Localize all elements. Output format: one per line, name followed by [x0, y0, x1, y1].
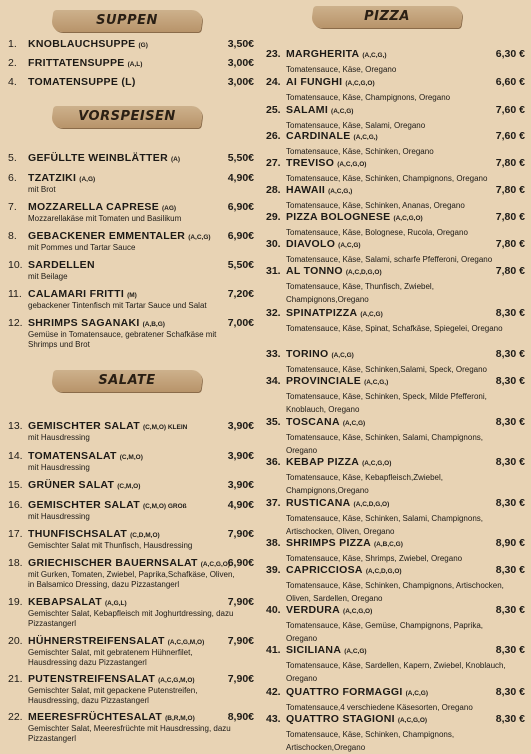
item-name: GRIECHISCHER BAUERNSALAT (A,C,G,O) — [28, 557, 231, 569]
item-name: PIZZA BOLOGNESE (A,C,G,O) — [286, 211, 423, 223]
item-name: GEMISCHTER SALAT (C,M,O) GROß — [28, 499, 187, 511]
item-allergen-codes: (A,C,G,O) — [337, 161, 367, 168]
item-description: Tomatensauce, Käse, Schinken, Oregano — [286, 147, 434, 156]
item-price: 3,90€ — [227, 420, 254, 432]
item-allergen-codes: (C,D,M,O) — [130, 532, 160, 539]
item-price: 3,00€ — [227, 57, 254, 69]
section-banner-salate — [50, 370, 203, 392]
item-name: GEFÜLLTE WEINBLÄTTER (A) — [28, 152, 180, 164]
item-name: FRITTATENSUPPE (A,L) — [28, 57, 143, 69]
item-price: 8,30 € — [495, 644, 525, 656]
item-description: Tomatensauce, Käse, Schinken, Champignons, Oregano — [286, 174, 488, 183]
item-allergen-codes: (A,C,G,O) — [397, 717, 428, 724]
item-name: CAPRICCIOSA (A,C,D,G,O) — [286, 564, 402, 576]
item-allergen-codes: (A,C,G,O) — [362, 460, 392, 467]
item-allergen-codes: (C,M,O) — [119, 454, 143, 461]
item-allergen-codes: (A,C,G,O) — [200, 561, 231, 568]
item-description: Gemischter Salat, mit gepackene Putenstreifen, Hausdressing, dazu Pizzastangerl — [28, 686, 198, 705]
item-allergen-codes: (A,C,D,G,O) — [345, 269, 382, 276]
item-description: Tomatensauce, Käse, Champignons, Oregano — [286, 93, 451, 102]
item-price: 6,30 € — [495, 48, 525, 60]
item-number: 35. — [266, 416, 281, 428]
section-banner-vorspeisen — [50, 106, 203, 128]
item-price: 4,90€ — [227, 172, 254, 184]
item-description: Tomatensauce, Käse, Schinken, Champignons, Artischocken,Oregano — [286, 730, 455, 752]
item-description: mit Beilage — [28, 272, 68, 281]
item-number: 10. — [8, 259, 23, 271]
item-number: 17. — [8, 528, 23, 540]
item-allergen-codes: (A,C,G) — [338, 242, 361, 249]
item-description: Gemüse in Tomatensauce, gebratener Schafkäse mit Shrimps und Brot — [28, 330, 217, 349]
item-price: 8,90 € — [495, 537, 525, 549]
item-allergen-codes: (A,C,G) — [331, 352, 354, 359]
item-description: Tomatensauce, Käse, Gemüse, Champignons, Paprika, Oregano — [286, 621, 483, 643]
item-number: 7. — [8, 201, 17, 213]
item-name: RUSTICANA (A,C,D,G,O) — [286, 497, 390, 509]
item-name: TORINO (A,C,G) — [286, 348, 354, 360]
item-allergen-codes: (A,L) — [127, 61, 143, 68]
item-number: 21. — [8, 673, 23, 685]
item-description: Tomatensauce, Käse, Schinken, Speck, Milde Pfefferoni, Knoblauch, Oregano — [286, 392, 487, 414]
item-description: Gemischter Salat, Kebapfleisch mit Joghurtdressing, dazu Pizzastangerl — [28, 609, 234, 628]
item-price: 6,90€ — [227, 230, 254, 242]
item-number: 29. — [266, 211, 281, 223]
item-number: 20. — [8, 635, 23, 647]
item-allergen-codes: (A,G) — [79, 176, 96, 183]
item-number: 14. — [8, 450, 23, 462]
item-price: 3,90€ — [227, 479, 254, 491]
item-price: 4,90€ — [227, 499, 254, 511]
item-name: QUATTRO STAGIONI (A,C,G,O) — [286, 713, 428, 725]
item-name: AI FUNGHI (A,C,G,O) — [286, 76, 375, 88]
item-name: HÜHNERSTREIFENSALAT (A,C,G,M,O) — [28, 635, 205, 647]
item-name: TOSCANA (A,C,G) — [286, 416, 366, 428]
item-name: GRÜNER SALAT (C,M,O) — [28, 479, 141, 491]
item-number: 4. — [8, 76, 17, 88]
item-description: gebackener Tintenfisch mit Tartar Sauce und Salat — [28, 301, 207, 310]
item-price: 8,30 € — [495, 307, 525, 319]
item-number: 16. — [8, 499, 23, 511]
item-price: 3,00€ — [227, 76, 254, 88]
item-description: mit Gurken, Tomaten, Zwiebel, Paprika,Schafkäse, Oliven, in Balsamico Dressing, dazu Pizzastangerl — [28, 570, 235, 589]
item-price: 8,30 € — [495, 497, 525, 509]
item-number: 26. — [266, 130, 281, 142]
item-allergen-codes: (G) — [138, 42, 148, 49]
item-description: Tomatensauce, Käse, Sardellen, Kapern, Zwiebel, Knoblauch, Oregano — [286, 661, 506, 683]
item-price: 7,80 € — [495, 238, 525, 250]
item-number: 12. — [8, 317, 23, 329]
item-name: CALAMARI FRITTI (M) — [28, 288, 137, 300]
item-name: DIAVOLO (A,C,G) — [286, 238, 361, 250]
section-banner-pizza — [310, 6, 463, 28]
item-name: SALAMI (A,C,G) — [286, 104, 354, 116]
item-number: 6. — [8, 172, 17, 184]
item-price: 8,30 € — [495, 713, 525, 725]
item-number: 39. — [266, 564, 281, 576]
item-name: SARDELLEN — [28, 259, 95, 271]
item-allergen-codes: (A,C,G,O) — [393, 215, 423, 222]
item-allergen-codes: (A,C,G) — [405, 690, 428, 697]
item-price: 7,80 € — [495, 211, 525, 223]
item-name: HAWAII (A,C,G,) — [286, 184, 353, 196]
item-description: Mozzarellakäse mit Tomaten und Basilikum — [28, 214, 182, 223]
item-name: PROVINCIALE (A,C,G,) — [286, 375, 389, 387]
item-number: 43. — [266, 713, 281, 725]
item-allergen-codes: (A,C,G,) — [328, 188, 353, 195]
item-number: 22. — [8, 711, 23, 723]
item-price: 7,90€ — [227, 528, 254, 540]
item-description: Tomatensauce, Käse, Schinken,Salami, Speck, Oregano — [286, 365, 487, 374]
item-number: 18. — [8, 557, 23, 569]
item-description: Tomatensauce, Käse, Schinken, Champignons, Artischocken, Oliven, Sardellen, Oregano — [286, 581, 504, 603]
item-number: 5. — [8, 152, 17, 164]
item-price: 7,90€ — [227, 635, 254, 647]
item-description: Gemischter Salat mit Thunfisch, Hausdressing — [28, 541, 193, 550]
item-name: MEERESFRÜCHTESALAT (B,R,M,O) — [28, 711, 195, 723]
item-number: 28. — [266, 184, 281, 196]
section-title-suppen: SUPPEN — [96, 13, 158, 28]
item-allergen-codes: (A,C,D,G,O) — [365, 568, 402, 575]
item-description: Tomatensauce, Käse, Thunfisch, Zwiebel, Champignons,Oregano — [286, 282, 434, 304]
item-allergen-codes: (A,B,G) — [142, 321, 165, 328]
item-number: 30. — [266, 238, 281, 250]
section-title-vorspeisen: VORSPEISEN — [78, 109, 176, 124]
item-allergen-codes: (A,C,G,O) — [343, 608, 373, 615]
item-description: Tomatensauce, Käse, Spinat, Schafkäse, Spiegelei, Oregano — [286, 324, 503, 333]
item-name: SICILIANA (A,C,G) — [286, 644, 367, 656]
item-description: Gemischter Salat, mit gebratenem Hühnerfilet, Hausdressing dazu Pizzastangerl — [28, 648, 193, 667]
item-name: THUNFISCHSALAT (C,D,M,O) — [28, 528, 160, 540]
item-description: Tomatensauce, Käse, Schinken, Ananas, Oregano — [286, 201, 465, 210]
item-name: GEMISCHTER SALAT (C,M,O) KLEIN — [28, 420, 188, 432]
item-name: KEBAP PIZZA (A,C,G,O) — [286, 456, 392, 468]
item-price: 8,30 € — [495, 456, 525, 468]
item-name: VERDURA (A,C,G,O) — [286, 604, 373, 616]
item-name: SHRIMPS PIZZA (A,B,C,G) — [286, 537, 403, 549]
item-number: 34. — [266, 375, 281, 387]
item-price: 8,30 € — [495, 604, 525, 616]
item-description: mit Pommes und Tartar Sauce — [28, 243, 136, 252]
item-allergen-codes: (A,B,C,G) — [374, 541, 403, 548]
item-name: SHRIMPS SAGANAKI (A,B,G) — [28, 317, 165, 329]
item-price: 7,90€ — [227, 596, 254, 608]
item-allergen-codes: (A,C,G) — [360, 311, 383, 318]
item-number: 2. — [8, 57, 17, 69]
item-number: 42. — [266, 686, 281, 698]
item-price: 5,50€ — [227, 259, 254, 271]
item-price: 7,80 € — [495, 157, 525, 169]
item-description: Gemischter Salat, Meeresfrüchte mit Hausdressing, dazu Pizzastangerl — [28, 724, 231, 743]
item-price: 3,50€ — [227, 38, 254, 50]
item-price: 7,00€ — [227, 317, 254, 329]
item-name: AL TONNO (A,C,D,G,O) — [286, 265, 382, 277]
item-name: KNOBLAUCHSUPPE (G) — [28, 38, 148, 50]
item-allergen-codes: (A,C,G) — [342, 420, 366, 427]
item-name: PUTENSTREIFENSALAT (A,C,G,M,O) — [28, 673, 195, 685]
item-description: mit Hausdressing — [28, 433, 90, 442]
item-number: 31. — [266, 265, 281, 277]
item-description: Tomatensauce, Käse, Salami, Oregano — [286, 121, 426, 130]
item-allergen-codes: (A,C,G,) — [364, 379, 389, 386]
item-allergen-codes: (C,M,O) KLEIN — [142, 424, 188, 431]
item-description: mit Brot — [28, 185, 56, 194]
item-price: 5,50€ — [227, 152, 254, 164]
item-number: 23. — [266, 48, 281, 60]
item-allergen-codes: (A,C,G) — [331, 108, 354, 115]
item-name: SPINATPIZZA (A,C,G) — [286, 307, 383, 319]
item-price: 7,90€ — [227, 673, 254, 685]
item-allergen-codes: (A,C,G) — [344, 648, 367, 655]
item-number: 13. — [8, 420, 23, 432]
item-allergen-codes: (A,C,G,) — [353, 134, 378, 141]
item-price: 6,90€ — [227, 201, 254, 213]
item-name: MARGHERITA (A,C,G,) — [286, 48, 387, 60]
item-allergen-codes: (C,M,O) — [117, 483, 141, 490]
section-title-pizza: PIZZA — [364, 9, 410, 24]
item-price: 7,80 € — [495, 184, 525, 196]
item-name: KEBAPSALAT (A,G,L) — [28, 596, 127, 608]
item-name: TREVISO (A,C,G,O) — [286, 157, 367, 169]
item-description: mit Hausdressing — [28, 512, 90, 521]
item-price: 6,60 € — [495, 76, 525, 88]
item-description: Tomatensauce, Käse, Bolognese, Rucola, Oregano — [286, 228, 468, 237]
item-description: Tomatensauce, Käse, Schinken, Salami, Champignons, Artischocken, Oliven, Oregano — [286, 514, 483, 536]
item-number: 8. — [8, 230, 17, 242]
item-number: 37. — [266, 497, 281, 509]
item-name: CARDINALE (A,C,G,) — [286, 130, 378, 142]
item-allergen-codes: (B,R,M,O) — [165, 715, 195, 722]
item-allergen-codes: (A,C,G,M,O) — [158, 677, 195, 684]
item-price: 7,60 € — [495, 130, 525, 142]
item-name: TZATZIKI (A,G) — [28, 172, 96, 184]
item-description: mit Hausdressing — [28, 463, 90, 472]
item-price: 8,90€ — [227, 711, 254, 723]
item-name: TOMATENSUPPE (L) — [28, 76, 136, 88]
item-number: 40. — [266, 604, 281, 616]
item-price: 7,80 € — [495, 265, 525, 277]
item-price: 3,90€ — [227, 450, 254, 462]
item-allergen-codes: (A,C,G,) — [362, 52, 387, 59]
item-number: 11. — [8, 288, 22, 300]
item-number: 19. — [8, 596, 23, 608]
item-number: 27. — [266, 157, 281, 169]
item-description: Tomatensauce, Käse, Oregano — [286, 65, 397, 74]
item-allergen-codes: (A,C,G) — [188, 234, 211, 241]
item-number: 38. — [266, 537, 281, 549]
item-number: 36. — [266, 456, 281, 468]
item-allergen-codes: (A,C,G,O) — [345, 80, 375, 87]
item-allergen-codes: (A,C,G,M,O) — [167, 639, 205, 646]
item-name: MOZZARELLA CAPRESE (AG) — [28, 201, 177, 213]
item-price: 8,30 € — [495, 416, 525, 428]
item-description: Tomatensauce, Käse, Schinken, Salami, Champignons, Oregano — [286, 433, 483, 455]
item-price: 8,30 € — [495, 686, 525, 698]
item-description: Tomatensauce, Käse, Kebapfleisch,Zwiebel, Champignons,Oregano — [286, 473, 443, 495]
section-title-salate: SALATE — [98, 373, 156, 388]
item-number: 15. — [8, 479, 23, 491]
item-description: Tomatensauce, Käse, Shrimps, Zwiebel, Oregano — [286, 554, 463, 563]
item-number: 33. — [266, 348, 281, 360]
item-allergen-codes: (C,M,O) GROß — [142, 503, 187, 510]
item-price: 7,20€ — [227, 288, 254, 300]
item-allergen-codes: (A,C,D,G,O) — [353, 501, 390, 508]
item-allergen-codes: (A,G,L) — [104, 600, 127, 607]
item-number: 24. — [266, 76, 281, 88]
item-allergen-codes: (A) — [170, 156, 180, 163]
item-name: TOMATENSALAT (C,M,O) — [28, 450, 143, 462]
item-name: GEBACKENER EMMENTALER (A,C,G) — [28, 230, 211, 242]
item-price: 6,90€ — [227, 557, 254, 569]
item-description: Tomatensauce,4 verschiedene Käsesorten, Oregano — [286, 703, 473, 712]
item-allergen-codes: (M) — [127, 292, 137, 299]
item-number: 32. — [266, 307, 281, 319]
item-number: 41. — [266, 644, 281, 656]
item-allergen-codes: (AG) — [162, 205, 177, 212]
item-price: 8,30 € — [495, 564, 525, 576]
item-price: 8,30 € — [495, 375, 525, 387]
item-description: Tomatensauce, Käse, Salami, scharfe Pfefferoni, Oregano — [286, 255, 493, 264]
item-price: 8,30 € — [495, 348, 525, 360]
section-banner-suppen — [50, 10, 203, 32]
item-name: QUATTRO FORMAGGI (A,C,G) — [286, 686, 428, 698]
item-number: 1. — [8, 38, 17, 50]
item-price: 7,60 € — [495, 104, 525, 116]
item-number: 25. — [266, 104, 281, 116]
